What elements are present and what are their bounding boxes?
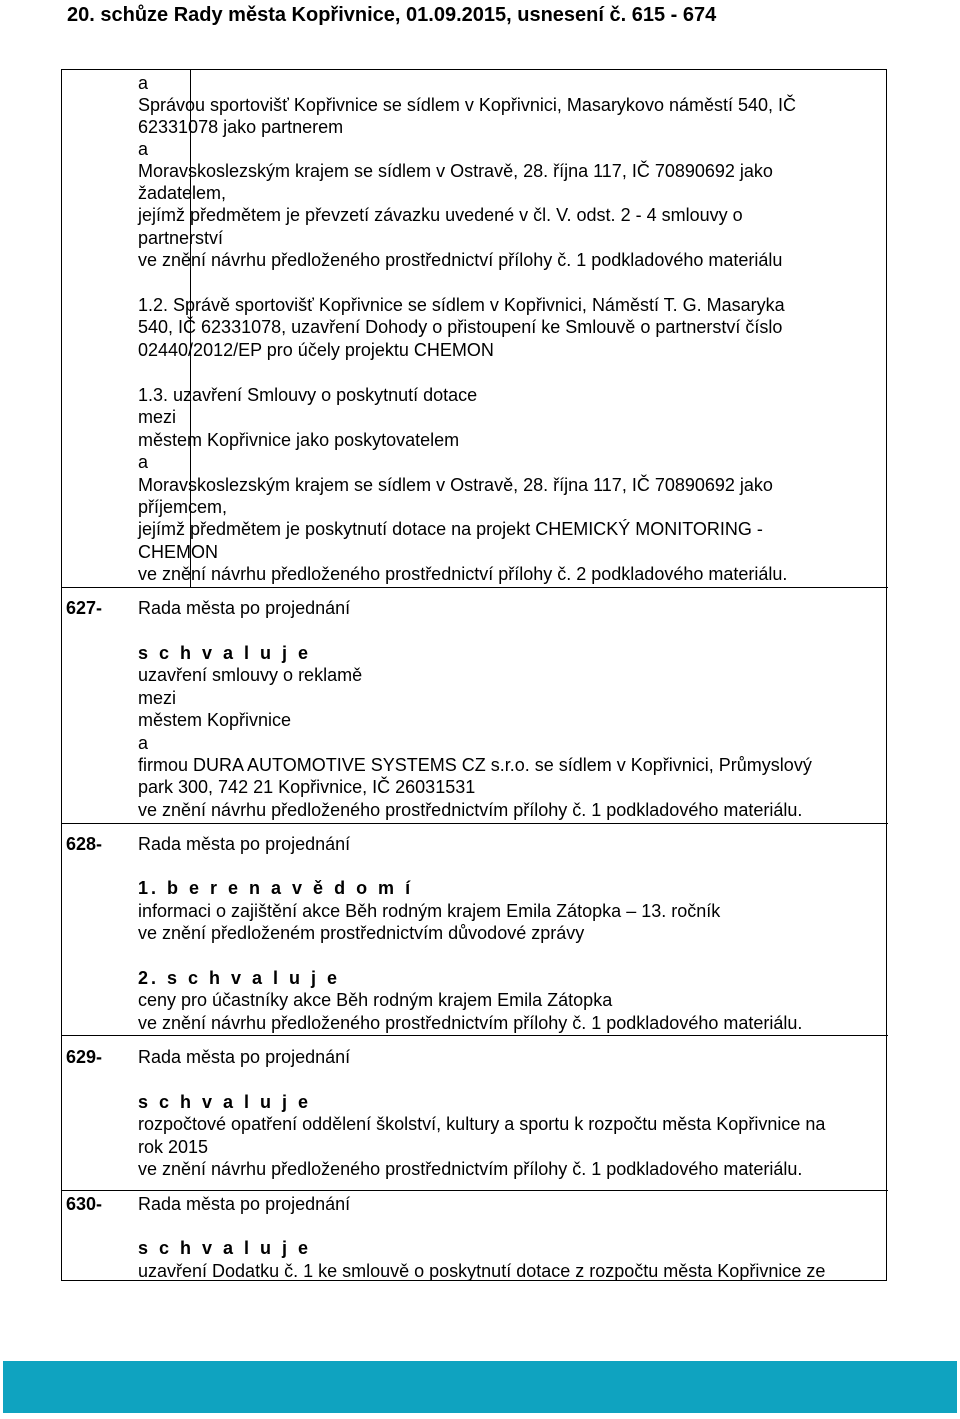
text-line: Moravskoslezským krajem se sídlem v Ostravě, 28. října 117, IČ 70890692 jako xyxy=(138,475,773,495)
text-line: 02440/2012/EP pro účely projektu CHEMON xyxy=(138,340,494,360)
text-line: ceny pro účastníky akce Běh rodným krajem Emila Zátopka xyxy=(138,990,613,1010)
text-line: mezi xyxy=(138,688,177,708)
resolution-number: 627- xyxy=(66,598,103,618)
text-line: uzavření smlouvy o reklamě xyxy=(138,665,363,685)
resolution-number: 628- xyxy=(66,834,103,854)
text-line: 62331078 jako partnerem xyxy=(138,117,344,137)
text-line: 1.3. uzavření Smlouvy o poskytnutí dotace xyxy=(138,385,478,405)
decision-verb: 2. s c h v a l u j e xyxy=(138,968,341,988)
decision-verb: 1. b e r e n a v ě d o m í xyxy=(138,878,414,898)
text-line: příjemcem, xyxy=(138,497,228,517)
text-line: ve znění návrhu předloženého prostřednictví přílohy č. 1 podkladového materiálu xyxy=(138,250,783,270)
row-divider xyxy=(62,823,888,824)
text-line: ve znění návrhu předloženého prostřednictví přílohy č. 2 podkladového materiálu. xyxy=(138,564,788,584)
text-line: 1.2. Správě sportovišť Kopřivnice se sídlem v Kopřivnici, Náměstí T. G. Masaryka xyxy=(138,295,785,315)
text-line: jejímž předmětem je převzetí závazku uvedené v čl. V. odst. 2 - 4 smlouvy o xyxy=(138,205,743,225)
text-line: ve znění návrhu předloženého prostřednictvím přílohy č. 1 podkladového materiálu. xyxy=(138,1013,803,1033)
text-line: a xyxy=(138,73,149,93)
decision-verb: s c h v a l u j e xyxy=(138,643,312,663)
text-line: park 300, 742 21 Kopřivnice, IČ 26031531 xyxy=(138,777,476,797)
row-divider xyxy=(62,1035,888,1036)
text-line: Správou sportovišť Kopřivnice se sídlem v Kopřivnici, Masarykovo náměstí 540, IČ xyxy=(138,95,797,115)
text-line: a xyxy=(138,139,149,159)
text-line: partnerství xyxy=(138,228,224,248)
text-line: Rada města po projednání xyxy=(138,834,351,854)
text-line: Rada města po projednání xyxy=(138,598,351,618)
text-line: mezi xyxy=(138,407,177,427)
footer-band xyxy=(3,1361,957,1413)
text-line: rok 2015 xyxy=(138,1137,209,1157)
text-line: žadatelem, xyxy=(138,183,227,203)
decision-verb: s c h v a l u j e xyxy=(138,1238,312,1258)
text-line: uzavření Dodatku č. 1 ke smlouvě o poskytnutí dotace z rozpočtu města Kopřivnice ze xyxy=(138,1261,826,1281)
text-line: rozpočtové opatření oddělení školství, kultury a sportu k rozpočtu města Kopřivnice na xyxy=(138,1114,826,1134)
text-line: Rada města po projednání xyxy=(138,1194,351,1214)
text-line: a xyxy=(138,733,149,753)
resolution-number: 630- xyxy=(66,1194,103,1214)
text-line: ve znění předloženém prostřednictvím důvodové zprávy xyxy=(138,923,585,943)
text-line: ve znění návrhu předloženého prostřednictvím přílohy č. 1 podkladového materiálu. xyxy=(138,1159,803,1179)
text-line: a xyxy=(138,452,149,472)
decision-verb: s c h v a l u j e xyxy=(138,1092,312,1112)
text-line: informaci o zajištění akce Běh rodným krajem Emila Zátopka – 13. ročník xyxy=(138,901,721,921)
row-divider xyxy=(62,587,888,588)
text-line: CHEMON xyxy=(138,542,218,562)
text-line: 540, IČ 62331078, uzavření Dohody o přistoupení ke Smlouvě o partnerství číslo xyxy=(138,317,783,337)
resolution-number: 629- xyxy=(66,1047,103,1067)
text-line: Rada města po projednání xyxy=(138,1047,351,1067)
text-line: ve znění návrhu předloženého prostřednictvím přílohy č. 1 podkladového materiálu. xyxy=(138,800,803,820)
text-line: Moravskoslezským krajem se sídlem v Ostravě, 28. října 117, IČ 70890692 jako xyxy=(138,161,773,181)
text-line: jejímž předmětem je poskytnutí dotace na projekt CHEMICKÝ MONITORING - xyxy=(138,519,763,539)
row-divider xyxy=(62,1190,888,1191)
page-title: 20. schůze Rady města Kopřivnice, 01.09.2015, usnesení č. 615 - 674 xyxy=(67,4,717,26)
text-line: firmou DURA AUTOMOTIVE SYSTEMS CZ s.r.o. se sídlem v Kopřivnici, Průmyslový xyxy=(138,755,812,775)
text-line: městem Kopřivnice xyxy=(138,710,292,730)
text-line: městem Kopřivnice jako poskytovatelem xyxy=(138,430,460,450)
